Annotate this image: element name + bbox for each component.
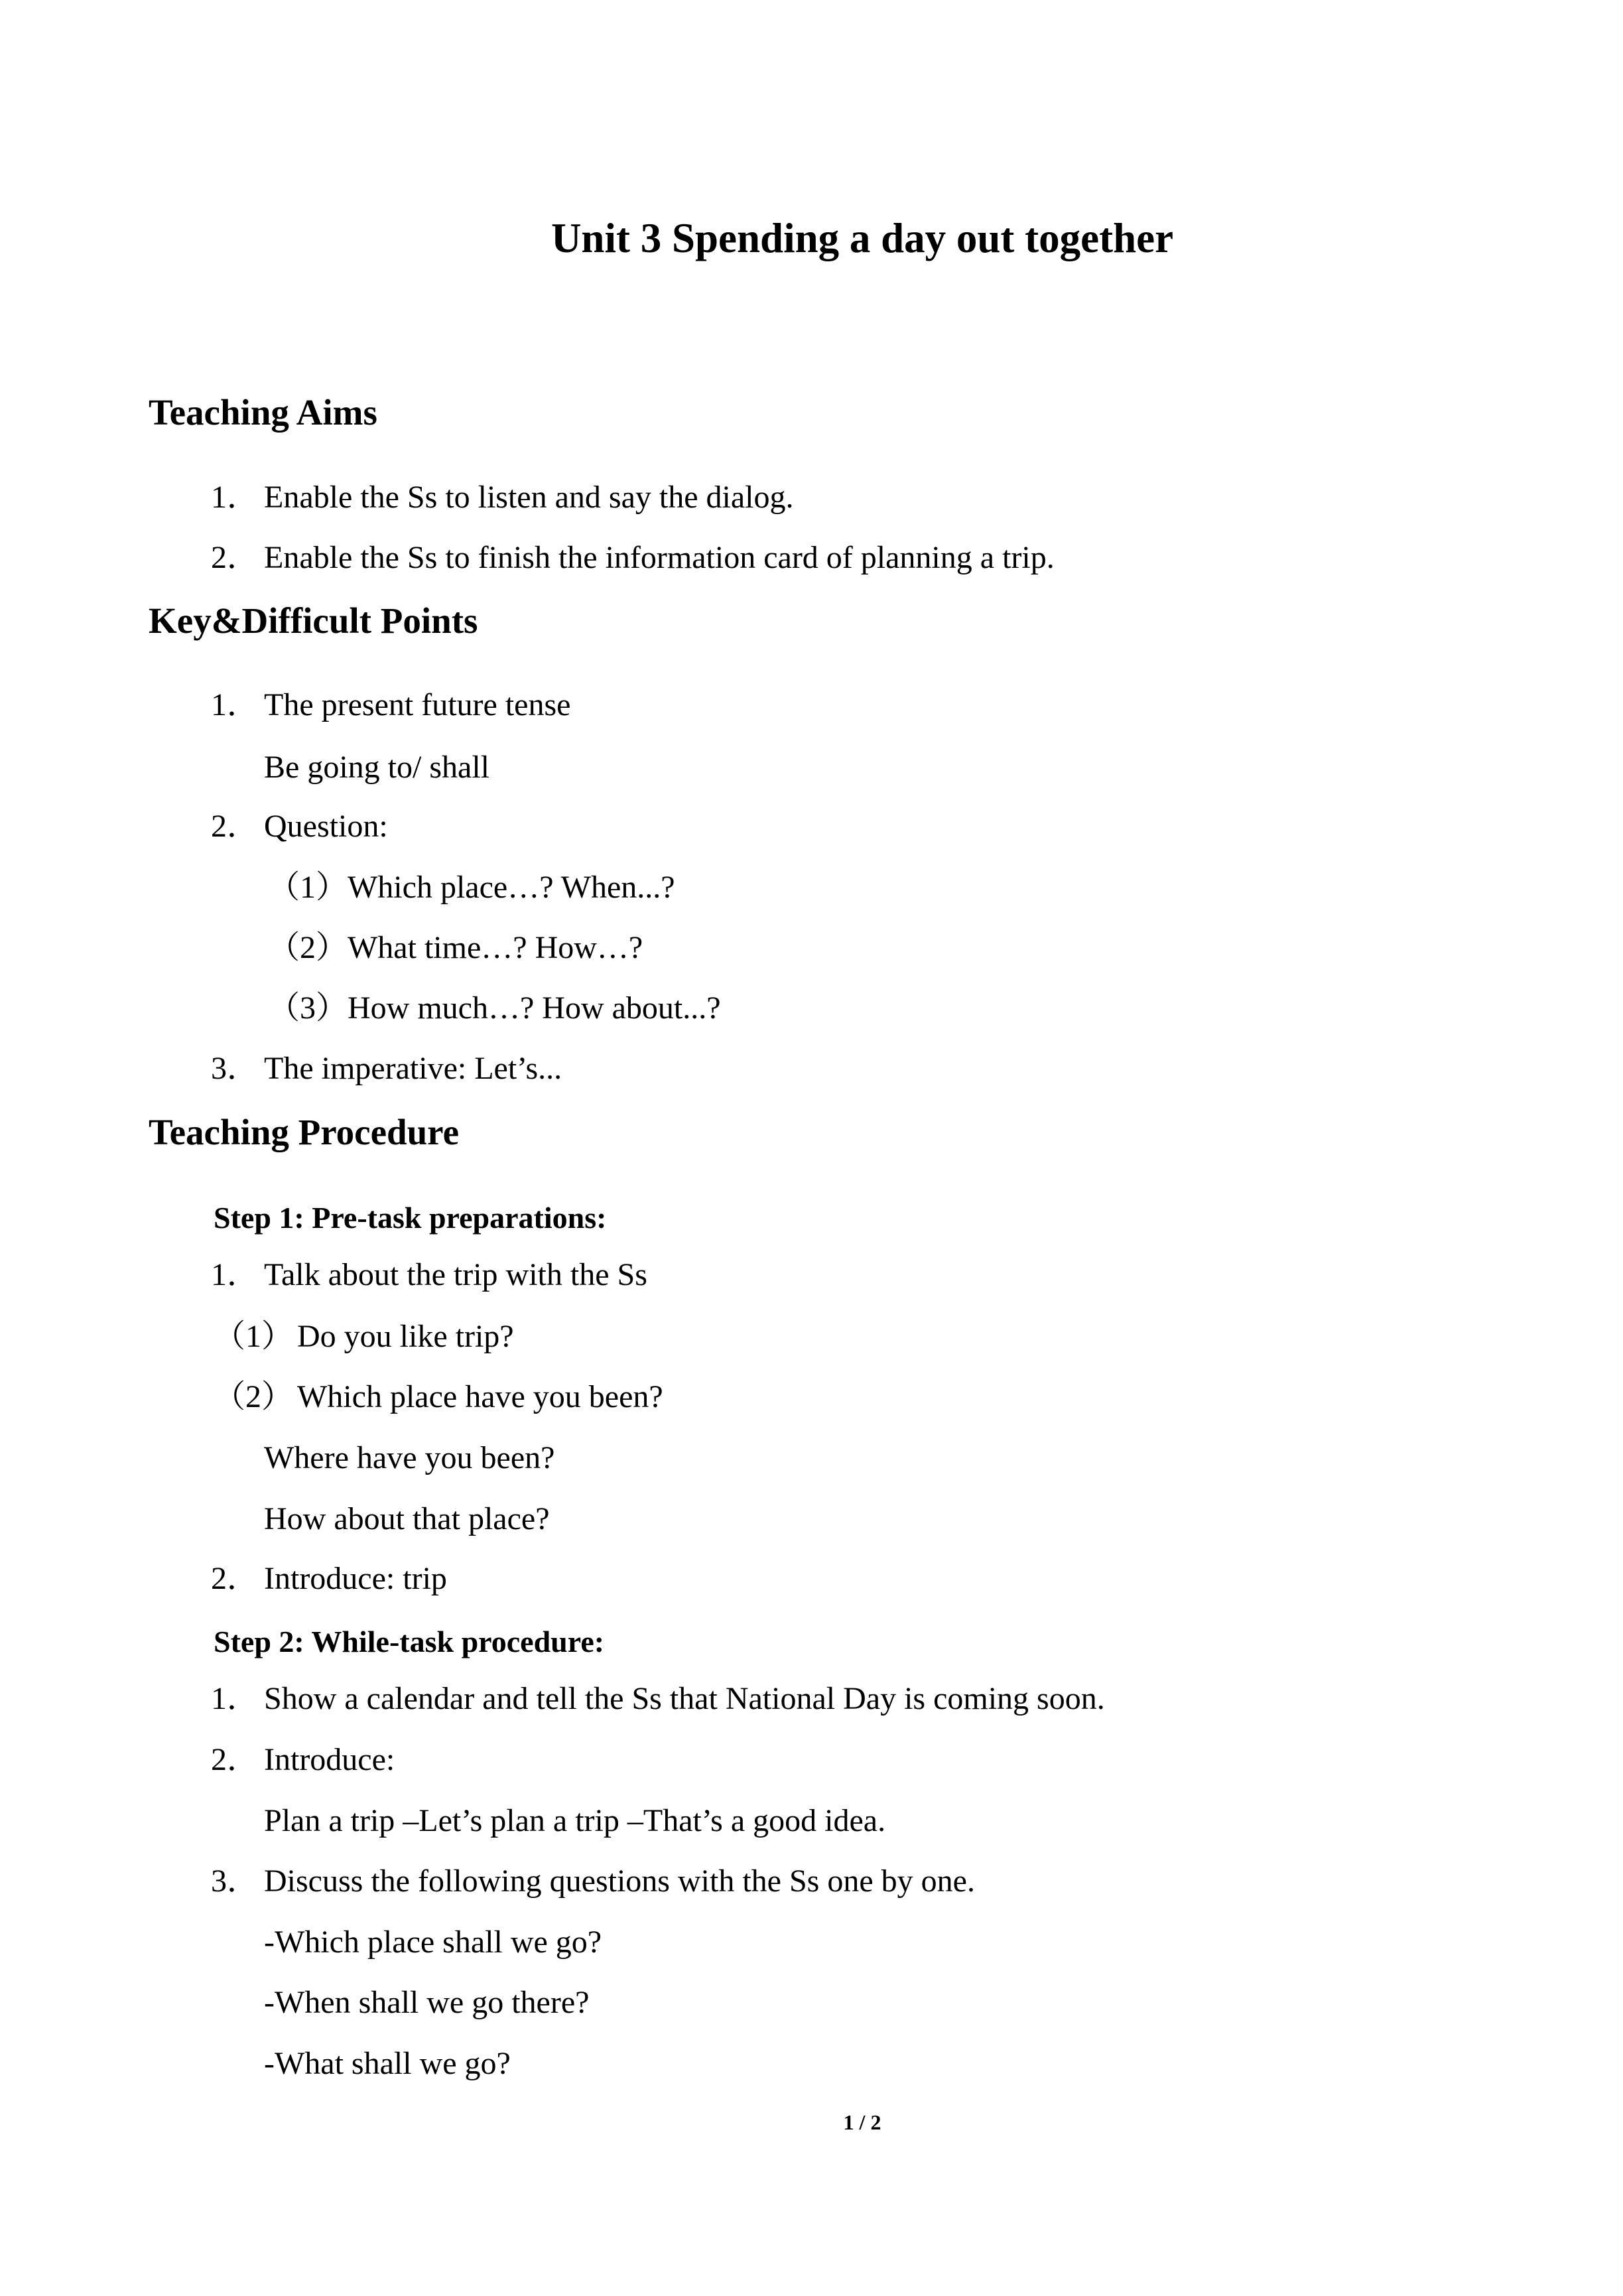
sub-item: How much…? How about...? xyxy=(348,990,721,1026)
page-number: 1 / 2 xyxy=(843,2110,881,2134)
list-item: The imperative: Let’s... xyxy=(264,1051,562,1086)
list-subline: Be going to/ shall xyxy=(264,750,489,785)
list-item: Talk about the trip with the Ss xyxy=(264,1257,647,1292)
list-number: 1． xyxy=(211,1681,259,1716)
sub-number: （1） xyxy=(214,1319,294,1354)
list-number: 1． xyxy=(211,687,259,722)
list-number: 3． xyxy=(211,1863,259,1899)
list-number: 1． xyxy=(211,480,259,515)
sub-item: What time…? How…? xyxy=(348,930,643,965)
sub-number: （1） xyxy=(268,870,348,905)
list-item: Show a calendar and tell the Ss that National Day is coming soon. xyxy=(264,1681,1105,1716)
sub-item: Do you like trip? xyxy=(297,1319,514,1354)
list-number: 2． xyxy=(211,1561,259,1596)
list-number: 2． xyxy=(211,540,259,575)
list-subline: -What shall we go? xyxy=(264,2046,511,2081)
document-title: Unit 3 Spending a day out together xyxy=(551,215,1174,261)
sub-number: （3） xyxy=(268,990,348,1026)
sub-number: （2） xyxy=(268,930,348,965)
list-subline: -When shall we go there? xyxy=(264,1985,590,2020)
list-item: The present future tense xyxy=(264,687,571,722)
sub-item: Which place have you been? xyxy=(297,1379,663,1414)
heading-key-difficult-points: Key&Difficult Points xyxy=(149,600,478,641)
list-subline: Plan a trip –Let’s plan a trip –That’s a good idea. xyxy=(264,1803,886,1838)
step-1-title: Step 1: Pre-task preparations: xyxy=(214,1201,607,1235)
heading-teaching-procedure: Teaching Procedure xyxy=(149,1112,460,1152)
sub-item: Which place…? When...? xyxy=(348,870,675,905)
step-2-title: Step 2: While-task procedure: xyxy=(214,1625,605,1658)
list-item: Enable the Ss to listen and say the dialog. xyxy=(264,480,794,515)
sub-number: （2） xyxy=(214,1379,294,1414)
list-number: 2． xyxy=(211,809,259,844)
list-item: Introduce: trip xyxy=(264,1561,447,1596)
list-number: 2． xyxy=(211,1742,259,1777)
list-item: Enable the Ss to finish the information card of planning a trip. xyxy=(264,540,1055,575)
list-number: 3． xyxy=(211,1051,259,1086)
list-number: 1． xyxy=(211,1257,259,1292)
list-item: Introduce: xyxy=(264,1742,395,1777)
list-subline: Where have you been? xyxy=(264,1440,555,1475)
list-item: Question: xyxy=(264,809,388,844)
list-subline: -Which place shall we go? xyxy=(264,1925,602,1960)
list-subline: How about that place? xyxy=(264,1501,550,1536)
list-item: Discuss the following questions with the Ss one by one. xyxy=(264,1863,975,1899)
heading-teaching-aims: Teaching Aims xyxy=(149,392,377,433)
